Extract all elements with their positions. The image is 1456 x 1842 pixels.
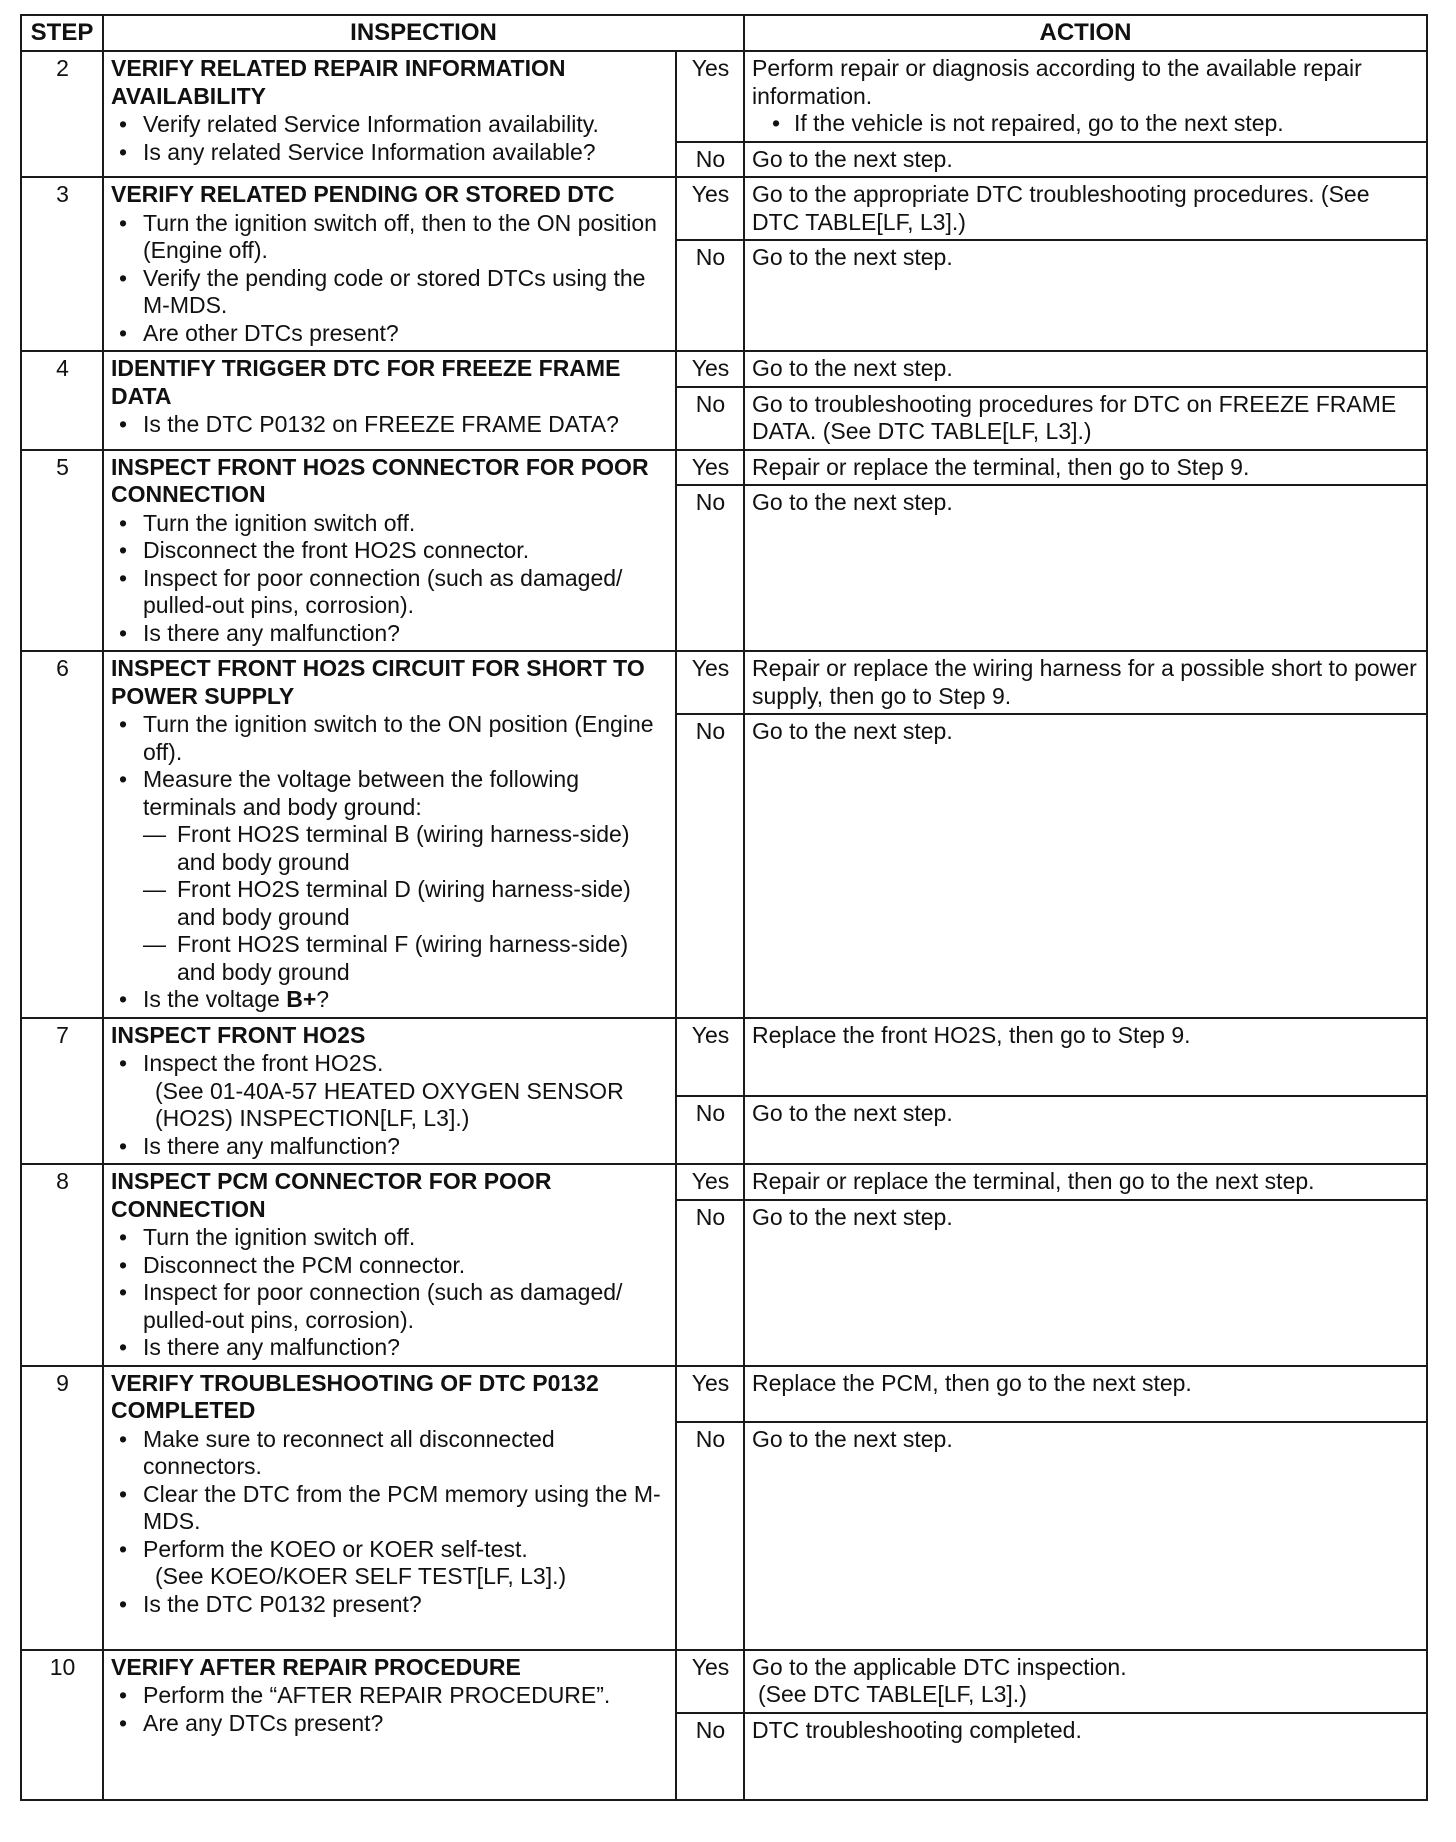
list-item-text: ?	[316, 986, 330, 1012]
inspection-cell	[103, 1164, 676, 1366]
yes-action: Replace the front HO2S, then go to Step 9.	[744, 1018, 1427, 1096]
header-action: ACTION	[744, 15, 1427, 51]
inspection-title: IDENTIFY TRIGGER DTC FOR FREEZE FRAME DATA	[111, 355, 621, 409]
list-item: • Verify the pending code or stored DTCs using the M-MDS.	[143, 265, 669, 320]
inspection-title: INSPECT FRONT HO2S CONNECTOR FOR POOR CONNECTION	[111, 453, 649, 507]
inspection-list	[111, 1426, 669, 1619]
no-label: No	[676, 1200, 744, 1366]
voltage-value: B+	[286, 986, 317, 1012]
list-item: • Inspect for poor connection (such as damaged/ pulled-out pins, corrosion).	[143, 1279, 669, 1334]
no-label: No	[676, 714, 744, 1018]
yes-label: Yes	[676, 1366, 744, 1422]
no-action: Go to the next step.	[744, 714, 1427, 1018]
list-item: • Turn the ignition switch off.	[143, 510, 669, 538]
list-item: • Perform the “AFTER REPAIR PROCEDURE”.	[143, 1682, 669, 1710]
table-row	[21, 1366, 1427, 1422]
step-number: 10	[21, 1650, 103, 1800]
table-row	[21, 1018, 1427, 1096]
action-bullet: • If the vehicle is not repaired, go to the next step.	[752, 110, 1420, 138]
list-item: • Inspect for poor connection (such as damaged/ pulled-out pins, corrosion).	[143, 565, 669, 620]
list-item: • Is there any malfunction?	[143, 1334, 669, 1362]
list-item: • Turn the ignition switch off.	[143, 1224, 669, 1252]
action-text: Perform repair or diagnosis according to the available repair information.	[752, 55, 1362, 109]
sub-item: — Front HO2S terminal F (wiring harness-side) and body ground	[143, 931, 669, 986]
list-item-text: Measure the voltage between the following terminals and body ground:	[143, 766, 580, 820]
inspection-cell	[103, 450, 676, 652]
inspection-list	[111, 510, 669, 648]
yes-action	[744, 1650, 1427, 1713]
header-inspection: INSPECTION	[103, 15, 744, 51]
inspection-cell	[103, 51, 676, 177]
step-number: 4	[21, 351, 103, 450]
step-number: 6	[21, 651, 103, 1018]
no-action: DTC troubleshooting completed.	[744, 1713, 1427, 1800]
inspection-title: VERIFY RELATED REPAIR INFORMATION AVAILABILITY	[111, 55, 566, 109]
sub-item: — Front HO2S terminal D (wiring harness-side) and body ground	[143, 876, 669, 931]
yes-label: Yes	[676, 351, 744, 387]
inspection-list	[111, 711, 669, 1014]
list-item-text: Is the voltage	[143, 986, 287, 1012]
step-number: 5	[21, 450, 103, 652]
yes-action: Repair or replace the terminal, then go to Step 9.	[744, 450, 1427, 486]
inspection-title: VERIFY TROUBLESHOOTING OF DTC P0132 COMPLETED	[111, 1369, 599, 1423]
inspection-cell	[103, 651, 676, 1018]
inspection-cell	[103, 351, 676, 450]
inspection-cell	[103, 1018, 676, 1165]
list-item: • Is there any malfunction?	[143, 620, 669, 648]
no-action: Go to the next step.	[744, 240, 1427, 351]
inspection-title: INSPECT PCM CONNECTOR FOR POOR CONNECTION	[111, 1168, 552, 1222]
step-number: 9	[21, 1366, 103, 1650]
yes-label: Yes	[676, 1650, 744, 1713]
list-item: • Turn the ignition switch off, then to the ON position (Engine off).	[143, 210, 669, 265]
sub-item: — Front HO2S terminal B (wiring harness-side) and body ground	[143, 821, 669, 876]
diagnostic-procedure-sheet	[20, 14, 1426, 1801]
yes-label: Yes	[676, 450, 744, 486]
no-action: Go to the next step.	[744, 1422, 1427, 1650]
yes-label: Yes	[676, 651, 744, 714]
yes-action: Go to the appropriate DTC troubleshooting procedures. (See DTC TABLE[LF, L3].)	[744, 177, 1427, 240]
step-number: 8	[21, 1164, 103, 1366]
no-action: Go to the next step.	[744, 1096, 1427, 1165]
inspection-cell	[103, 1650, 676, 1800]
yes-action: Repair or replace the wiring harness for a possible short to power supply, then go to Step 9.	[744, 651, 1427, 714]
inspection-list	[111, 1050, 669, 1160]
list-item: • Turn the ignition switch to the ON position (Engine off).	[143, 711, 669, 766]
yes-action	[744, 51, 1427, 142]
list-item: • Clear the DTC from the PCM memory using the M-MDS.	[143, 1481, 669, 1536]
no-label: No	[676, 1096, 744, 1165]
no-label: No	[676, 387, 744, 450]
reference-text: (See KOEO/KOER SELF TEST[LF, L3].)	[155, 1563, 567, 1589]
list-item	[143, 986, 669, 1014]
table-row	[21, 51, 1427, 142]
list-item-text: • Inspect the front HO2S.	[143, 1050, 384, 1076]
list-item: • Are other DTCs present?	[143, 320, 669, 348]
list-item: • Is the DTC P0132 present?	[143, 1591, 669, 1619]
step-number: 3	[21, 177, 103, 351]
list-item: • Is any related Service Information available?	[143, 139, 669, 167]
list-item: • Make sure to reconnect all disconnected connectors.	[143, 1426, 669, 1481]
reference-text: (See DTC TABLE[LF, L3].)	[758, 1681, 1027, 1707]
yes-action: Go to the next step.	[744, 351, 1427, 387]
yes-label: Yes	[676, 1018, 744, 1096]
yes-label: Yes	[676, 177, 744, 240]
inspection-list	[111, 1682, 669, 1737]
yes-label: Yes	[676, 1164, 744, 1200]
table-row	[21, 1164, 1427, 1200]
table-row	[21, 351, 1427, 387]
table-row	[21, 1650, 1427, 1713]
list-item: • Disconnect the PCM connector.	[143, 1252, 669, 1280]
troubleshooting-table	[20, 14, 1428, 1801]
list-item: • Is the DTC P0132 on FREEZE FRAME DATA?	[143, 411, 669, 439]
header-step: STEP	[21, 15, 103, 51]
list-item	[143, 766, 669, 986]
yes-label: Yes	[676, 51, 744, 142]
header-row	[21, 15, 1427, 51]
no-label: No	[676, 1422, 744, 1650]
list-item: • Are any DTCs present?	[143, 1710, 669, 1738]
inspection-list	[111, 111, 669, 166]
step-number: 2	[21, 51, 103, 177]
no-action: Go to troubleshooting procedures for DTC on FREEZE FRAME DATA. (See DTC TABLE[LF, L3].)	[744, 387, 1427, 450]
list-item: • Verify related Service Information availability.	[143, 111, 669, 139]
inspection-cell	[103, 177, 676, 351]
list-item	[143, 1536, 669, 1591]
list-item	[143, 1050, 669, 1133]
no-action: Go to the next step.	[744, 142, 1427, 178]
list-item-text: • Perform the KOEO or KOER self-test.	[143, 1535, 528, 1562]
reference-text: (See 01-40A-57 HEATED OXYGEN SENSOR (HO2S) INSPECTION[LF, L3].)	[155, 1077, 624, 1131]
no-label: No	[676, 485, 744, 651]
action-text: Go to the applicable DTC inspection.	[752, 1653, 1127, 1680]
inspection-title: INSPECT FRONT HO2S CIRCUIT FOR SHORT TO POWER SUPPLY	[111, 655, 645, 709]
no-label: No	[676, 142, 744, 178]
inspection-cell	[103, 1366, 676, 1650]
step-number: 7	[21, 1018, 103, 1165]
inspection-title: VERIFY AFTER REPAIR PROCEDURE	[111, 1653, 521, 1680]
no-action: Go to the next step.	[744, 485, 1427, 651]
inspection-list	[111, 1224, 669, 1362]
list-item: • Disconnect the front HO2S connector.	[143, 537, 669, 565]
no-label: No	[676, 1713, 744, 1800]
inspection-list	[111, 210, 669, 348]
inspection-title: INSPECT FRONT HO2S	[111, 1021, 366, 1048]
no-label: No	[676, 240, 744, 351]
list-item: • Is there any malfunction?	[143, 1133, 669, 1161]
table-row	[21, 651, 1427, 714]
table-row	[21, 177, 1427, 240]
inspection-list	[111, 411, 669, 439]
yes-action: Repair or replace the terminal, then go to the next step.	[744, 1164, 1427, 1200]
yes-action: Replace the PCM, then go to the next step.	[744, 1366, 1427, 1422]
table-row	[21, 450, 1427, 486]
inspection-title: VERIFY RELATED PENDING OR STORED DTC	[111, 181, 615, 207]
no-action: Go to the next step.	[744, 1200, 1427, 1366]
